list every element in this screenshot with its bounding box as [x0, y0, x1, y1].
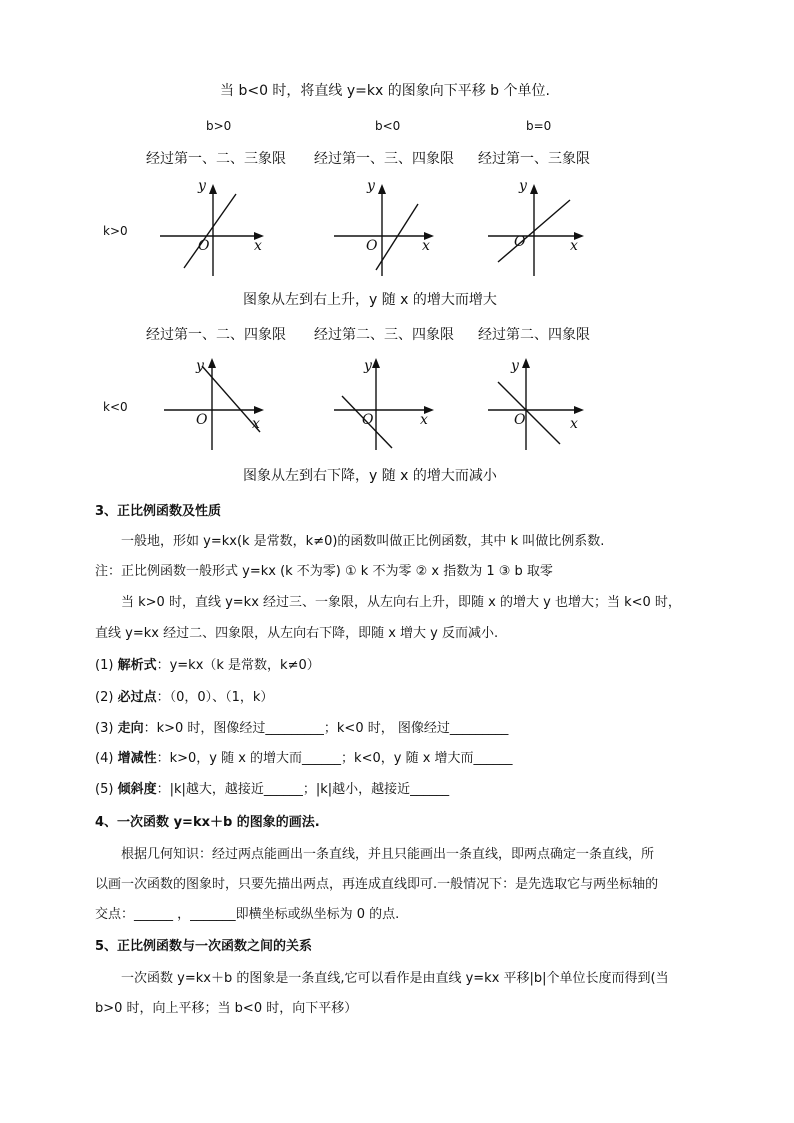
origin-label: O [514, 412, 526, 428]
section-4-line-2: 以画一次函数的图象时，只要先描出两点，再连成直线即可.一般情况下：是先选取它与两坐标轴的 [95, 877, 659, 892]
section-3-definition: 一般地，形如 y=kx(k 是常数，k≠0)的函数叫做正比例函数，其中 k 叫做比例系数. [121, 534, 605, 549]
header-b-positive: b>0 [206, 119, 232, 133]
section-3-heading: 3、正比例函数及性质 [95, 504, 222, 519]
x-label: x [420, 412, 428, 428]
item-title: 解析式 [117, 658, 157, 673]
x-label: x [570, 416, 578, 432]
origin-label: O [196, 412, 208, 428]
item-text: ：k>0 时，图像经过_________；k<0 时， 图像经过_________ [143, 721, 509, 736]
item-title: 倾斜度 [117, 782, 157, 797]
graph-k-pos-b-pos [160, 178, 270, 282]
section-4-line-1: 根据几何知识：经过两点能画出一条直线，并且只能画出一条直线，即两点确定一条直线，所 [121, 847, 655, 862]
property-item-5 [95, 781, 449, 799]
y-label: y [511, 358, 519, 374]
section-5-heading: 5、正比例函数与一次函数之间的关系 [95, 939, 313, 954]
item-text: ：k>0，y 随 x 的增大而______；k<0，y 随 x 增大而______ [156, 751, 513, 766]
graph-k-pos-b-neg [330, 178, 440, 282]
y-label: y [198, 178, 206, 194]
y-label: y [519, 178, 527, 194]
item-text: ：|k|越大，越接近______；|k|越小，越接近______ [156, 782, 450, 797]
section-4-line-3: 交点：______ ，_______即横坐标或纵坐标为 0 的点. [95, 907, 400, 922]
graph-k-neg-b-pos [160, 352, 270, 456]
section-4-heading: 4、一次函数 y=kx＋b 的图象的画法. [95, 815, 320, 830]
x-label: x [422, 238, 430, 254]
item-number: (5) [95, 782, 114, 797]
graph-k-neg-b-zero [484, 352, 594, 456]
section-5-line-1: 一次函数 y=kx＋b 的图象是一条直线,它可以看作是由直线 y=kx 平移|b|个单位长度而得到(当 [121, 971, 669, 986]
k-negative-label: k<0 [103, 400, 128, 414]
graph-k-neg-b-neg [330, 352, 440, 456]
quadrant-label: 经过第一、三、四象限 [314, 151, 454, 167]
x-label: x [252, 416, 260, 432]
k-positive-label: k>0 [103, 224, 128, 238]
graph-line [498, 382, 560, 444]
origin-label: O [366, 238, 378, 254]
property-item-1 [95, 657, 320, 675]
header-b-zero: b=0 [526, 119, 552, 133]
y-label: y [367, 178, 375, 194]
item-number: (4) [95, 751, 114, 766]
origin-label: O [362, 412, 374, 428]
item-title: 走向 [117, 721, 144, 736]
section-3-note: 注：正比例函数一般形式 y=kx (k 不为零) ① k 不为零 ② x 指数为 1 ③ b 取零 [95, 564, 553, 579]
quadrant-label: 经过第一、二、四象限 [146, 327, 286, 343]
property-item-4 [95, 750, 513, 768]
y-label: y [196, 358, 204, 374]
item-text: ：（0，0）、（1，k） [156, 690, 274, 705]
item-title: 必过点 [117, 690, 157, 705]
quadrant-label: 经过第二、四象限 [478, 327, 590, 343]
property-item-3 [95, 720, 508, 738]
section-3-para-line-2: 直线 y=kx 经过二、四象限，从左向右下降，即随 x 增大 y 反而减小. [95, 626, 499, 641]
origin-label: O [514, 234, 526, 250]
section-5-line-2: b>0 时，向上平移；当 b<0 时，向下平移） [95, 1001, 358, 1016]
y-label: y [364, 358, 372, 374]
property-item-2 [95, 689, 273, 707]
k-positive-summary: 图象从左到右上升，y 随 x 的增大而增大 [243, 292, 497, 308]
section-3-para-line-1: 当 k>0 时，直线 y=kx 经过三、一象限，从左向右上升，即随 x 的增大 y 也增大；当 k<0 时， [121, 595, 681, 610]
quadrant-label: 经过第一、三象限 [478, 151, 590, 167]
item-number: (1) [95, 658, 114, 673]
header-b-negative: b<0 [375, 119, 401, 133]
origin-label: O [198, 238, 210, 254]
quadrant-label: 经过第二、三、四象限 [314, 327, 454, 343]
item-title: 增减性 [117, 751, 157, 766]
x-label: x [254, 238, 262, 254]
intro-line: 当 b<0 时，将直线 y=kx 的图象向下平移 b 个单位. [220, 83, 550, 99]
item-number: (3) [95, 721, 114, 736]
x-label: x [570, 238, 578, 254]
graph-k-pos-b-zero [484, 178, 594, 282]
item-number: (2) [95, 690, 114, 705]
k-negative-summary: 图象从左到右下降，y 随 x 的增大而减小 [243, 468, 497, 484]
item-text: ：y=kx（k 是常数，k≠0） [156, 658, 320, 673]
quadrant-label: 经过第一、二、三象限 [146, 151, 286, 167]
y-axis-arrow [209, 184, 217, 194]
graph-line [184, 194, 236, 268]
